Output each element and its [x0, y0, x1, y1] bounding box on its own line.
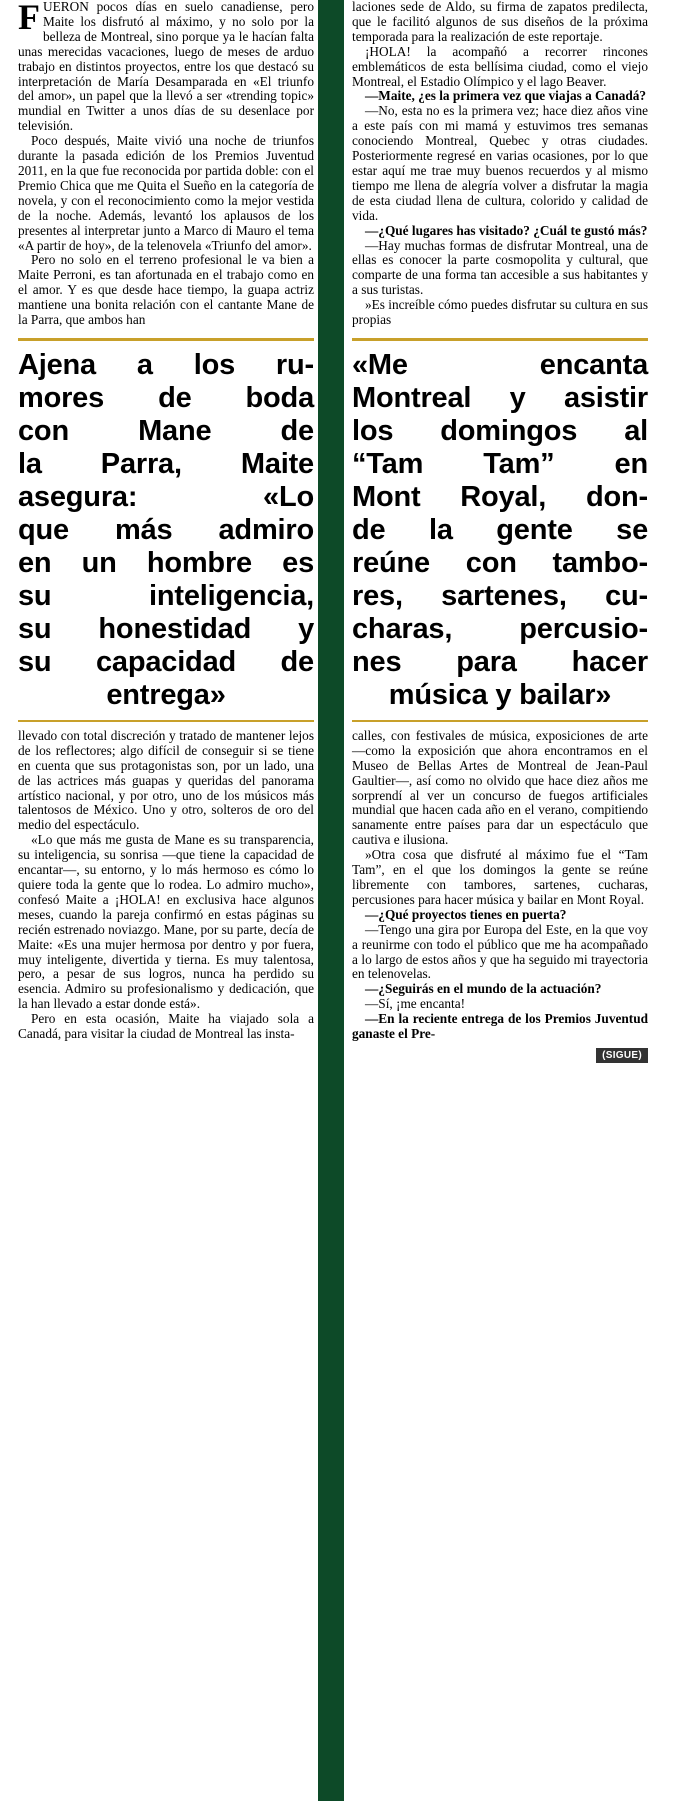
right-answer-1: —No, esta no es la primera vez; hace diez años vine a este país con mi mamá y estuvimos tres semanas conociendo Montreal, Quebec y otras ciudades. Posteriormente regresé en varias ocasiones, por lo que estar aquí me trae muy buenos recuerdos y al mismo tiempo me llena de alegría volver a disfrutar la magia de esta ciudad llena de cultura, colorido y calidad de vida.: [352, 103, 648, 223]
right-question-2: —¿Qué lugares has visitado? ¿Cuál te gustó más?: [365, 222, 648, 238]
right-question-1: —Maite, ¿es la primera vez que viajas a Canadá?: [365, 88, 647, 104]
right-continuation: »Es increíble cómo puedes disfrutar su cultura en sus propias: [352, 297, 648, 328]
left-intro-text: [18, 0, 314, 328]
right-pullquote: [352, 349, 648, 712]
pullquote-line: asegura: «Lo: [18, 480, 314, 513]
right-final-bold: —En la reciente entrega de los Premios Juventud ganaste el Pre-: [352, 1011, 648, 1042]
pullquote-line: mores de boda: [18, 381, 314, 414]
pullquote-line: la Parra, Maite: [18, 447, 314, 480]
intro-smallcaps: UERON: [43, 0, 89, 14]
drop-cap: F: [18, 0, 40, 37]
continue-badge-wrapper: [352, 1045, 648, 1063]
pullquote-line: música y bailar»: [388, 678, 612, 711]
left-paragraph-6: Pero en esta ocasión, Maite ha viajado sola a Canadá, para visitar la ciudad de Montreal las insta-: [18, 1011, 314, 1042]
right-body-top: [352, 0, 648, 328]
right-paragraph-4: »Otra cosa que disfruté al máximo fue el “Tam Tam”, en el que los domingos la gente se reúne libremente con tambores, sartenes, cucharas, percusiones para hacer música y bailar en Mont Royal.: [352, 847, 648, 907]
right-paragraph-2: ¡HOLA! la acompañó a recorrer rincones emblemáticos de esta bellísima ciudad, como el viejo Montreal, el Estadio Olímpico y el lago Beaver.: [352, 43, 648, 89]
pullquote-line: res, sartenes, cu-: [352, 579, 648, 612]
pullquote-line: Ajena a los ru-: [18, 348, 314, 381]
intro-paragraph-text: pocos días en suelo canadiense, pero Maite los disfrutó al máximo, y no solo por la belleza de Montreal, sino porque ya le hacían falta unas merecidas vacaciones, luego de meses de arduo trabajo en distintos proyectos, entre los que destacó su interpretación de María Desamparada en «El triunfo del amor», un papel que la llevó a ser «trending topic» mundial en Twitter a unos días de su desenlace por televisión.: [18, 0, 314, 134]
right-paragraph-1: laciones sede de Aldo, su firma de zapatos predilecta, que le facilitó algunos de sus diseños de la próxima temporada para la realización de este reportaje.: [352, 0, 648, 44]
pullquote-line: su honestidad y: [18, 612, 314, 645]
column-divider: [318, 0, 344, 1801]
left-paragraph-2: Poco después, Maite vivió una noche de triunfos durante la pasada edición de los Premios Juventud 2011, en la que fue reconocida por partida doble: con el Premio Chica que me Quita el Sueño en la categoría de novela, y con el reconocimiento como la mejor vestida de la noche. Además, levantó los aplausos de los presentes al interpretar junto a Marco di Mauro el tema «A partir de hoy», de la telenovela «Triunfo del amor».: [18, 133, 314, 253]
right-answer-2: —Hay muchas formas de disfrutar Montreal, una de ellas es conocer la parte cosmopolita y cultural, que comparte de una forma tan accesible a sus habitantes y a sus turistas.: [352, 237, 648, 298]
right-question-3: —¿Qué proyectos tienes en puerta?: [365, 906, 567, 922]
pullquote-bottom-rule-right: [352, 720, 648, 722]
pullquote-bottom-rule-left: [18, 720, 314, 722]
right-body-bottom: [352, 729, 648, 1042]
continue-badge: (SIGUE): [596, 1048, 648, 1063]
pullquote-top-rule-right: [352, 338, 648, 341]
pullquote-line: en un hombre es: [18, 546, 314, 579]
left-pullquote: [18, 349, 314, 712]
pullquote-line: «Me encanta: [352, 348, 648, 381]
pullquote-line: los domingos al: [352, 414, 648, 447]
pullquote-line: Mont Royal, don-: [352, 480, 648, 513]
pullquote-line: de la gente se: [352, 513, 648, 546]
pullquote-line: reúne con tambo-: [352, 546, 648, 579]
intro-paragraph: [18, 0, 314, 134]
pullquote-line: que más admiro: [18, 513, 314, 546]
right-question-4: —¿Seguirás en el mundo de la actuación?: [365, 981, 602, 997]
pullquote-line: “Tam Tam” en: [352, 447, 648, 480]
right-answer-4: —Sí, ¡me encanta!: [365, 996, 466, 1012]
left-paragraph-4: llevado con total discreción y tratado de mantener lejos de los reflectores; algo difícil de conseguir si se tiene en cuenta que sus protagonistas son, por un lado, una de las actrices más guapas y queridas del panorama artístico nacional, y por otro, uno de los músicos más talentosos de México. Uno y otro, solteros de oro del medio del espectáculo.: [18, 727, 314, 833]
left-body-bottom: [18, 729, 314, 1042]
pullquote-line: nes para hacer: [352, 645, 648, 678]
pullquote-line: su inteligencia,: [18, 579, 314, 612]
left-column: [18, 0, 314, 1042]
right-column: [352, 0, 648, 1063]
right-answer-3: —Tengo una gira por Europa del Este, en la que voy a reunirme con todo el público que me ha acompañado a lo largo de estos años y que ha seguido mi trayectoria en telenovelas.: [352, 921, 648, 982]
pullquote-top-rule-left: [18, 338, 314, 341]
pullquote-line: con Mane de: [18, 414, 314, 447]
left-paragraph-3: Pero no solo en el terreno profesional le va bien a Maite Perroni, es tan afortunada en el trabajo como en el amor. Y es que desde hace tiempo, la guapa actriz mantiene una bonita relación con el cantante Mane de la Parra, que ambos han: [18, 252, 314, 328]
pullquote-line: su capacidad de: [18, 645, 314, 678]
left-paragraph-5: «Lo que más me gusta de Mane es su transparencia, su inteligencia, su sonrisa —que tiene la capacidad de encantar—, su entorno, y lo más hermoso es cómo lo quiere toda la gente que lo rodea. Lo admiro mucho», confesó Maite a ¡HOLA! en exclusiva hace algunos meses, cuando la pareja confirmó en estas páginas su recién estrenado noviazgo. Mane, por su parte, decía de Maite: «Es una mujer hermosa por dentro y por fuera, muy inteligente, divertida y tierna. Es muy talentosa, pero, a pesar de sus logros, nunca ha perdido su esencia. Admiro su profesionalismo y dedicación, que la han llevado a estar donde está».: [18, 832, 314, 1012]
pullquote-line: Montreal y asistir: [352, 381, 648, 414]
pullquote-line: entrega»: [106, 678, 226, 711]
pullquote-line: charas, percusio-: [352, 612, 648, 645]
right-paragraph-3: calles, con festivales de música, exposiciones de arte —como la exposición que ahora encontramos en el Museo de Bellas Artes de Montreal de Jean-Paul Gaultier—, así como no olvido que hace diez años me sorprendí al ver un concurso de fuegos artificiales mundial que hacen cada año en el verano, compitiendo sanamente entre países para dar un espectáculo que cautiva e ilusiona.: [352, 727, 648, 848]
